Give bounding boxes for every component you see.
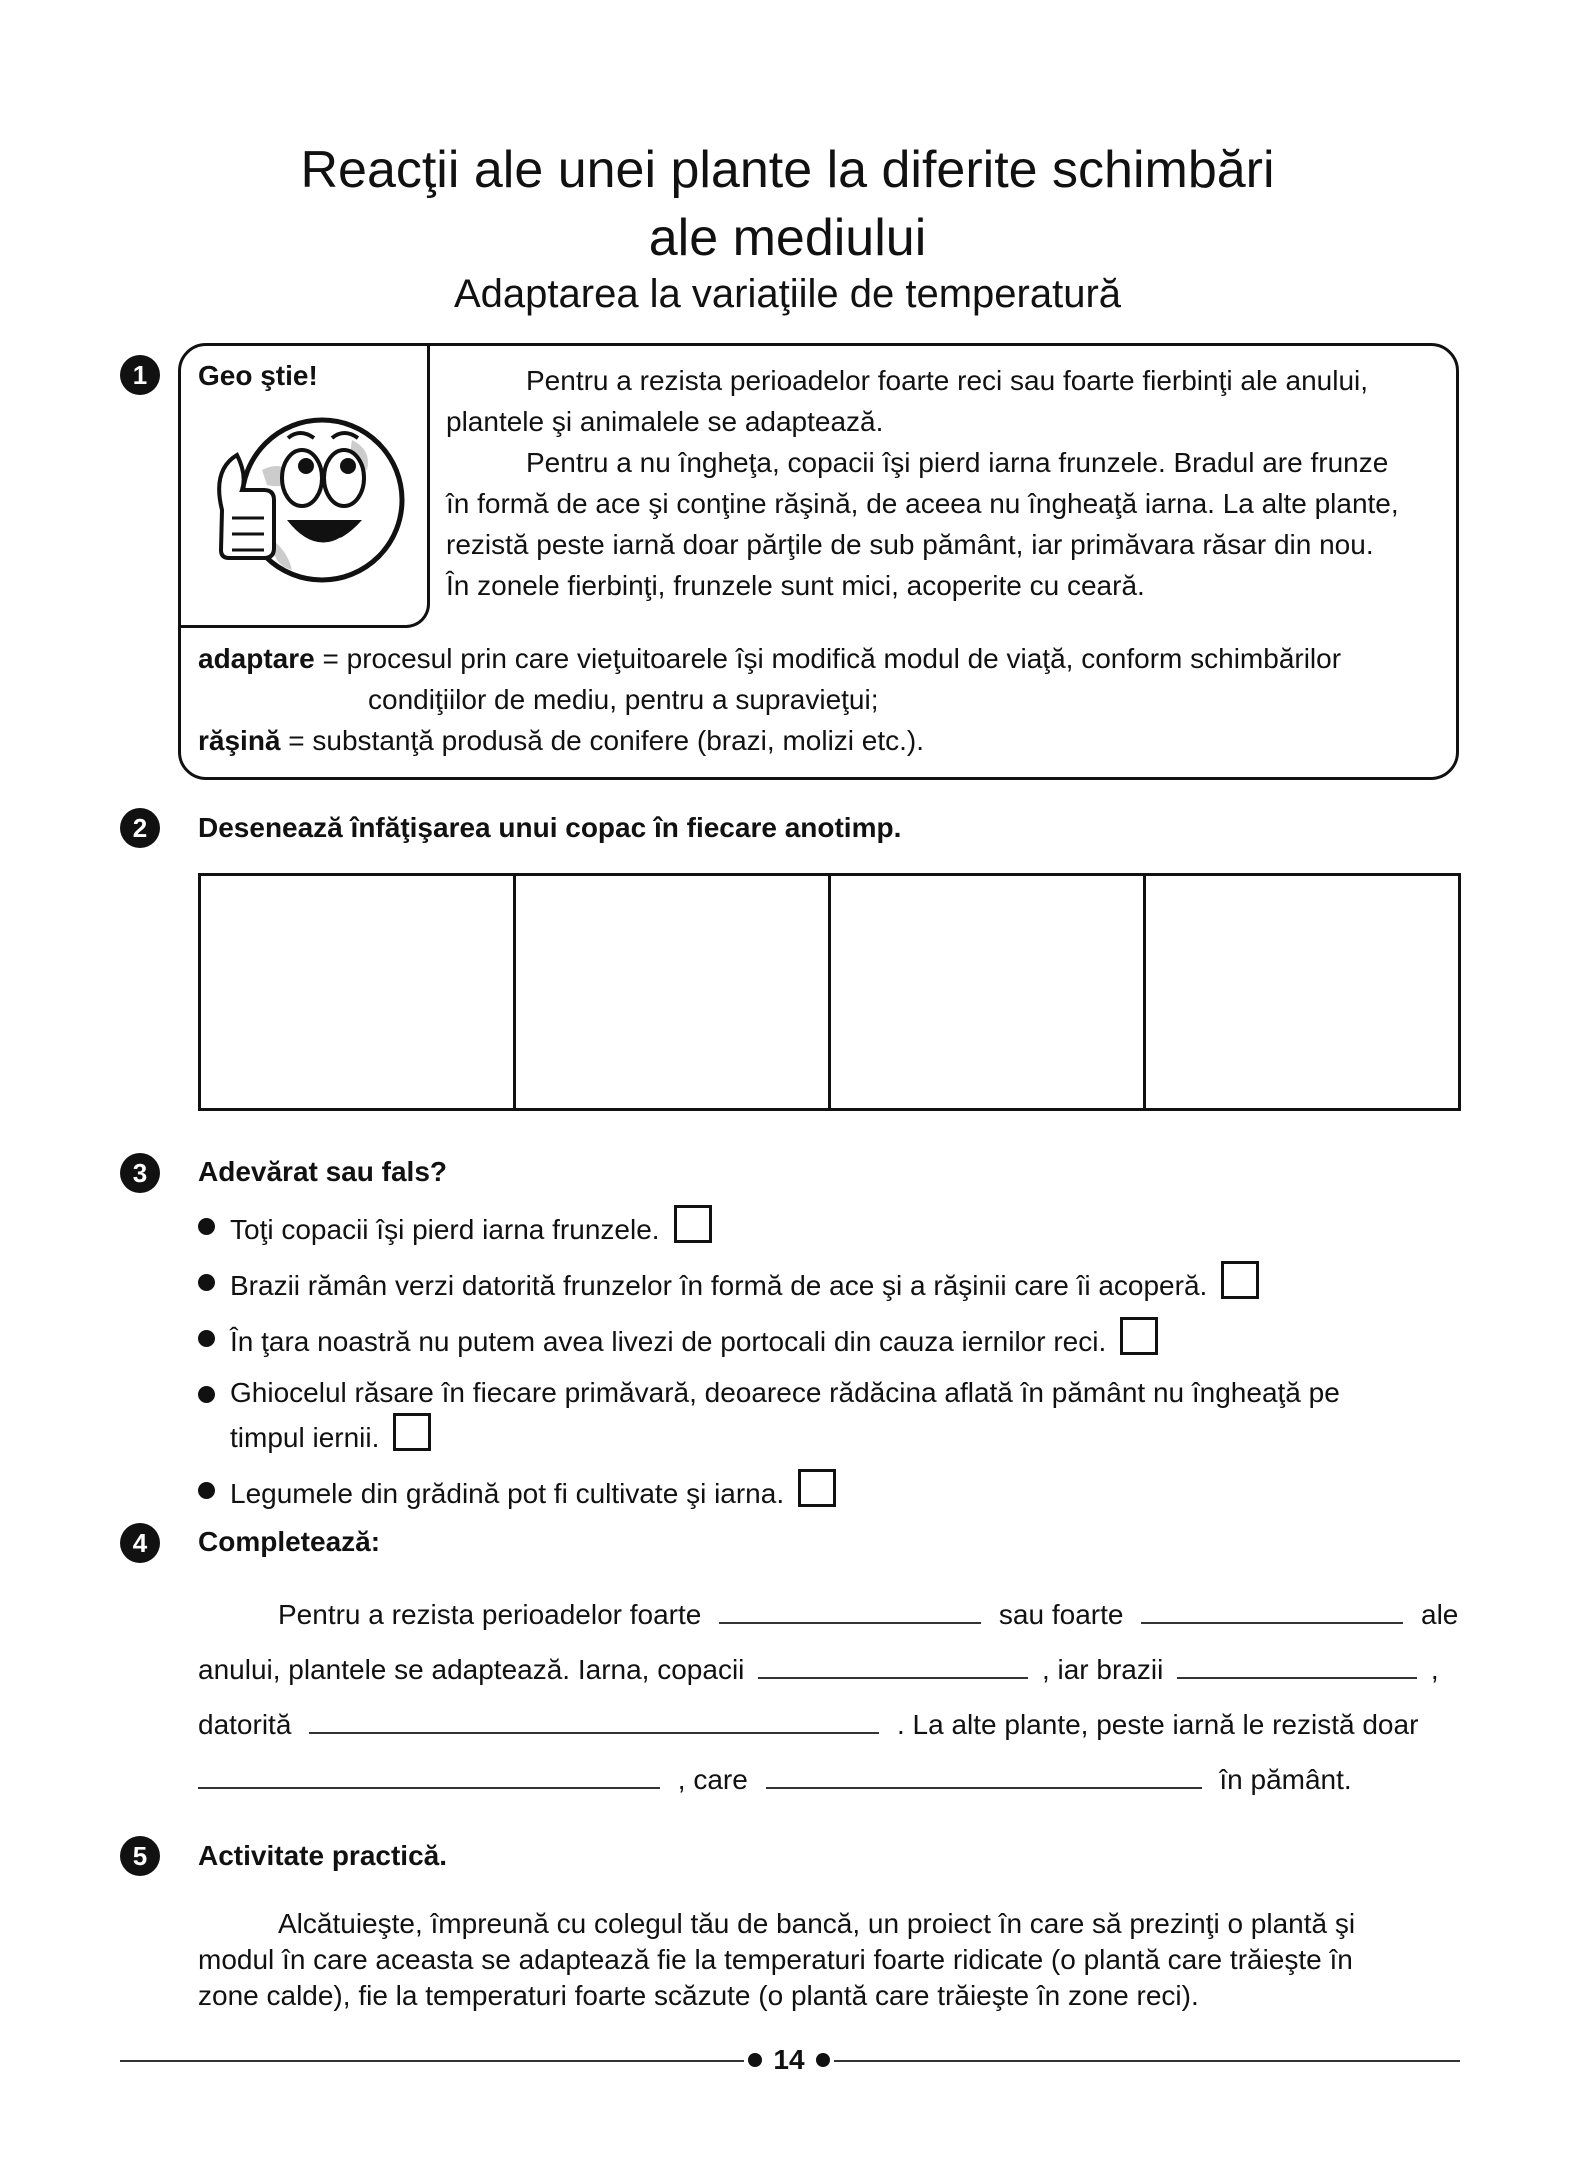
blank-field[interactable]	[309, 1704, 879, 1734]
true-false-list	[198, 1205, 1458, 1525]
section-heading: Adevărat sau fals?	[198, 1156, 447, 1187]
drawing-grid	[198, 873, 1461, 1111]
activity-line: modul în care aceasta se adaptează fie la temperaturi foarte ridicate (o plantă care trăieşte în	[198, 1944, 1353, 1975]
fill-text: ale	[1421, 1599, 1459, 1630]
globe-mascot-icon	[192, 400, 422, 600]
section-number-3: 3	[120, 1153, 160, 1193]
bullet-icon	[198, 1482, 215, 1499]
list-item	[198, 1261, 1458, 1306]
blank-field[interactable]	[1141, 1594, 1403, 1624]
answer-checkbox[interactable]	[798, 1469, 836, 1507]
statement: Brazii rămân verzi datorită frunzelor în formă de ace şi a răşinii care îi acoperă.	[230, 1270, 1208, 1301]
page-subtitle: Adaptarea la variaţiile de temperatură	[453, 272, 1122, 316]
activity-text	[198, 1906, 1460, 2014]
bullet-icon	[198, 1330, 215, 1347]
dot-icon	[748, 2053, 762, 2067]
answer-checkbox[interactable]	[393, 1413, 431, 1451]
section-heading: Desenează înfăţişarea unui copac în fiecare anotimp.	[198, 812, 902, 843]
info-line: în formă de ace şi conţine răşină, de aceea nu îngheaţă iarna. La alte plante,	[446, 488, 1399, 519]
fill-text: anului, plantele se adaptează. Iarna, copacii	[198, 1654, 745, 1685]
fill-row-4	[198, 1759, 1460, 1800]
dot-icon	[816, 2053, 830, 2067]
fill-text: ,	[1430, 1654, 1439, 1685]
list-item	[198, 1317, 1458, 1362]
fill-row-3	[198, 1704, 1460, 1745]
activity-line: Alcătuieşte, împreună cu colegul tău de bancă, un proiect în care să prezinţi o plantă şi	[278, 1908, 1356, 1939]
statement: Ghiocelul răsare în fiecare primăvară, deoarece rădăcina aflată în pământ nu îngheaţă pe	[230, 1377, 1340, 1408]
section-heading: Completează:	[198, 1526, 381, 1557]
info-line: plantele şi animalele se adaptează.	[446, 406, 884, 437]
bullet-icon	[198, 1386, 215, 1403]
fill-text: sau foarte	[998, 1599, 1124, 1630]
fill-text: datorită	[198, 1709, 292, 1740]
page-title: Reacţii ale unei plante la diferite schimbări	[300, 141, 1275, 199]
fill-text: . La alte plante, peste iarnă le rezistă doar	[896, 1709, 1419, 1740]
statement: În ţara noastră nu putem avea livezi de portocali din cauza iernilor reci.	[230, 1326, 1107, 1357]
bullet-icon	[198, 1218, 215, 1235]
drawing-cell[interactable]	[831, 876, 1146, 1108]
fill-text: , iar brazii	[1041, 1654, 1164, 1685]
list-item	[198, 1205, 1458, 1250]
fill-text: în pământ.	[1219, 1764, 1352, 1795]
definition-text: = substanţă produsă de conifere (brazi, molizi etc.).	[280, 725, 925, 756]
fill-row-1	[198, 1594, 1460, 1635]
blank-field[interactable]	[198, 1759, 660, 1789]
definition-term: răşină	[198, 725, 281, 756]
drawing-cell[interactable]	[516, 876, 831, 1108]
answer-checkbox[interactable]	[1221, 1261, 1259, 1299]
section-number-2: 2	[120, 808, 160, 848]
blank-field[interactable]	[1177, 1649, 1417, 1679]
drawing-cell[interactable]	[201, 876, 516, 1108]
answer-checkbox[interactable]	[1120, 1317, 1158, 1355]
drawing-cell[interactable]	[1146, 876, 1458, 1108]
definitions	[198, 638, 1448, 761]
section-number-1: 1	[120, 355, 160, 395]
fill-text: Pentru a rezista perioadelor foarte	[278, 1599, 702, 1630]
section-number-4: 4	[120, 1523, 160, 1563]
fill-text: , care	[677, 1764, 748, 1795]
page-number-box	[744, 2042, 834, 2078]
answer-checkbox[interactable]	[674, 1205, 712, 1243]
page-number: 14	[773, 2044, 805, 2075]
section-heading: Activitate practică.	[198, 1840, 447, 1871]
activity-line: zone calde), fie la temperaturi foarte scăzute (o plantă care trăieşte în zone reci).	[198, 1980, 1199, 2011]
list-item	[198, 1373, 1458, 1458]
definition-term: adaptare	[198, 643, 315, 674]
info-line: În zonele fierbinţi, frunzele sunt mici, acoperite cu ceară.	[446, 570, 1145, 601]
info-line: Pentru a rezista perioadelor foarte reci sau foarte fierbinţi ale anului,	[526, 365, 1369, 396]
geo-label: Geo ştie!	[198, 360, 318, 391]
statement-continued: timpul iernii.	[230, 1422, 380, 1453]
section-number-5: 5	[120, 1836, 160, 1876]
statement: Legumele din grădină pot fi cultivate şi iarna.	[230, 1478, 785, 1509]
info-paragraph-1	[446, 360, 1446, 606]
info-line: Pentru a nu îngheţa, copacii îşi pierd iarna frunzele. Bradul are frunze	[526, 447, 1389, 478]
statement: Toţi copacii îşi pierd iarna frunzele.	[230, 1214, 660, 1245]
blank-field[interactable]	[719, 1594, 981, 1624]
definition-text: condiţiilor de mediu, pentru a supravieţui;	[368, 684, 879, 715]
blank-field[interactable]	[758, 1649, 1028, 1679]
definition-text: = procesul prin care vieţuitoarele îşi modifică modul de viaţă, conform schimbărilor	[314, 643, 1342, 674]
list-item	[198, 1469, 1458, 1514]
info-line: rezistă peste iarnă doar părţile de sub pământ, iar primăvara răsar din nou.	[446, 529, 1374, 560]
page-title-line2: ale mediului	[648, 209, 927, 267]
bullet-icon	[198, 1274, 215, 1291]
blank-field[interactable]	[766, 1759, 1202, 1789]
fill-row-2	[198, 1649, 1460, 1690]
